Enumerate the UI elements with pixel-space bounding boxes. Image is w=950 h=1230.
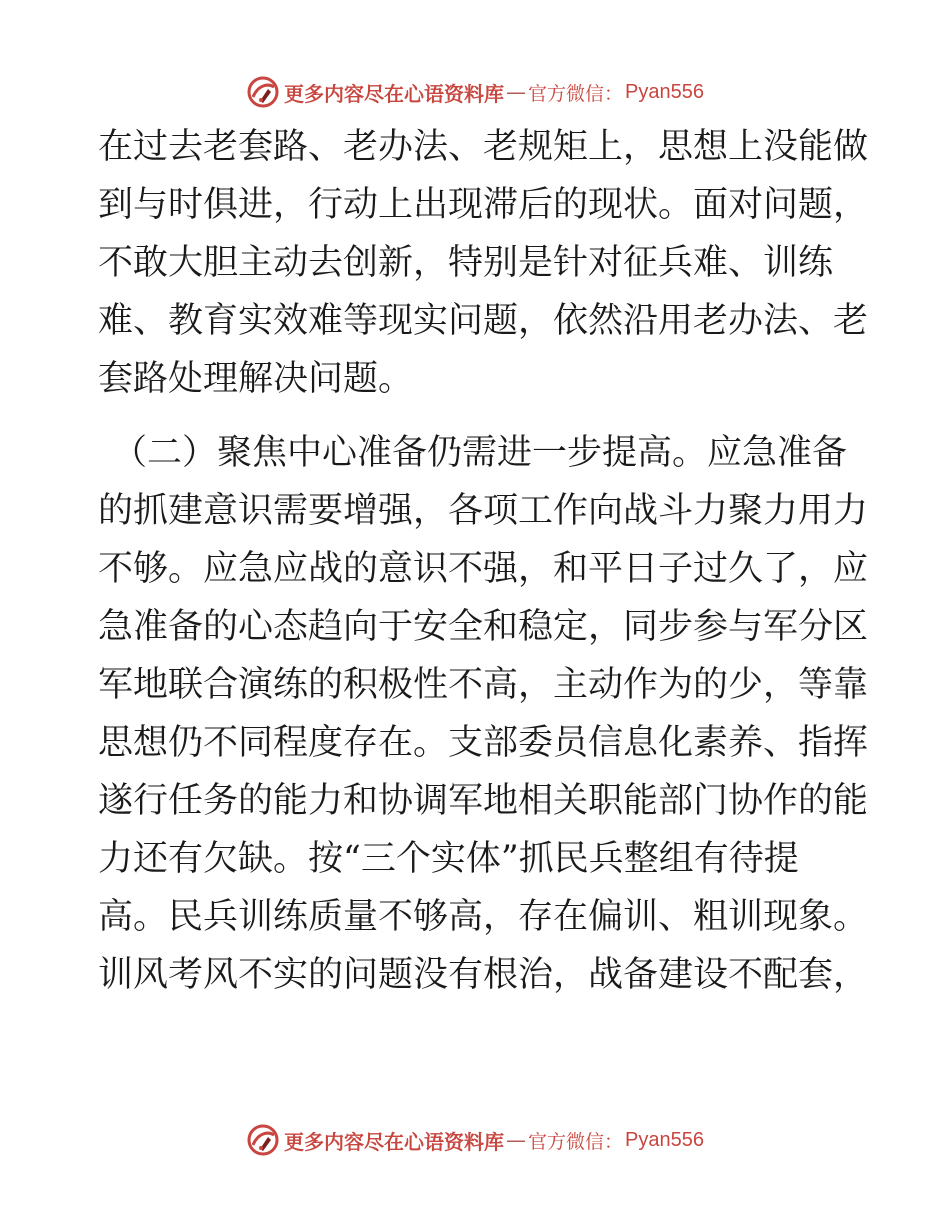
paragraph-2	[98, 424, 869, 1004]
text-line: 高。民兵训练质量不够高，存在偏训、粗训现象。	[98, 897, 869, 937]
footer-site-name: 更多内容尽在心语资料库	[284, 1129, 504, 1154]
text-line: 不敢大胆主动去创新，特别是针对征兵难、训练	[98, 243, 834, 283]
text-line: 军地联合演练的积极性不高，主动作为的少，等靠	[98, 665, 869, 705]
header-site-name: 更多内容尽在心语资料库	[284, 81, 504, 106]
text-line: 遂行任务的能力和协调军地相关职能部门协作的能	[98, 781, 869, 821]
footer-banner	[0, 1120, 950, 1160]
text-line: 难、教育实效难等现实问题，依然沿用老办法、老	[98, 301, 869, 341]
text-line: 的抓建意识需要增强，各项工作向战斗力聚力用力	[98, 491, 869, 531]
text-line: 套路处理解决问题。	[98, 359, 414, 399]
header-separator: —	[506, 80, 526, 104]
header-wechat-id: Pyan556	[625, 80, 704, 103]
text-line: 思想仍不同程度存在。支部委员信息化素养、指挥	[98, 723, 869, 763]
header-wechat-label: 官方微信：	[528, 82, 624, 105]
footer-wechat-id: Pyan556	[625, 1128, 704, 1151]
section-heading-line: （二）聚焦中心准备仍需进一步提高。应急准备	[112, 433, 848, 473]
footer-separator: —	[506, 1128, 526, 1152]
brand-logo-icon	[246, 75, 280, 109]
text-line: 在过去老套路、老办法、老规矩上，思想上没能做	[98, 127, 869, 167]
document-body	[98, 118, 869, 1004]
paragraph-1	[98, 118, 869, 408]
brand-logo-icon	[246, 1123, 280, 1157]
text-line: 到与时俱进，行动上出现滞后的现状。面对问题，	[98, 185, 869, 225]
footer-wechat-label: 官方微信：	[528, 1130, 624, 1153]
text-line: 训风考风不实的问题没有根治，战备建设不配套，	[98, 955, 869, 995]
text-line: 力还有欠缺。按“三个实体”抓民兵整组有待提	[98, 839, 799, 879]
text-line: 不够。应急应战的意识不强，和平日子过久了，应	[98, 549, 869, 589]
header-banner	[0, 72, 950, 112]
text-line: 急准备的心态趋向于安全和稳定，同步参与军分区	[98, 607, 869, 647]
